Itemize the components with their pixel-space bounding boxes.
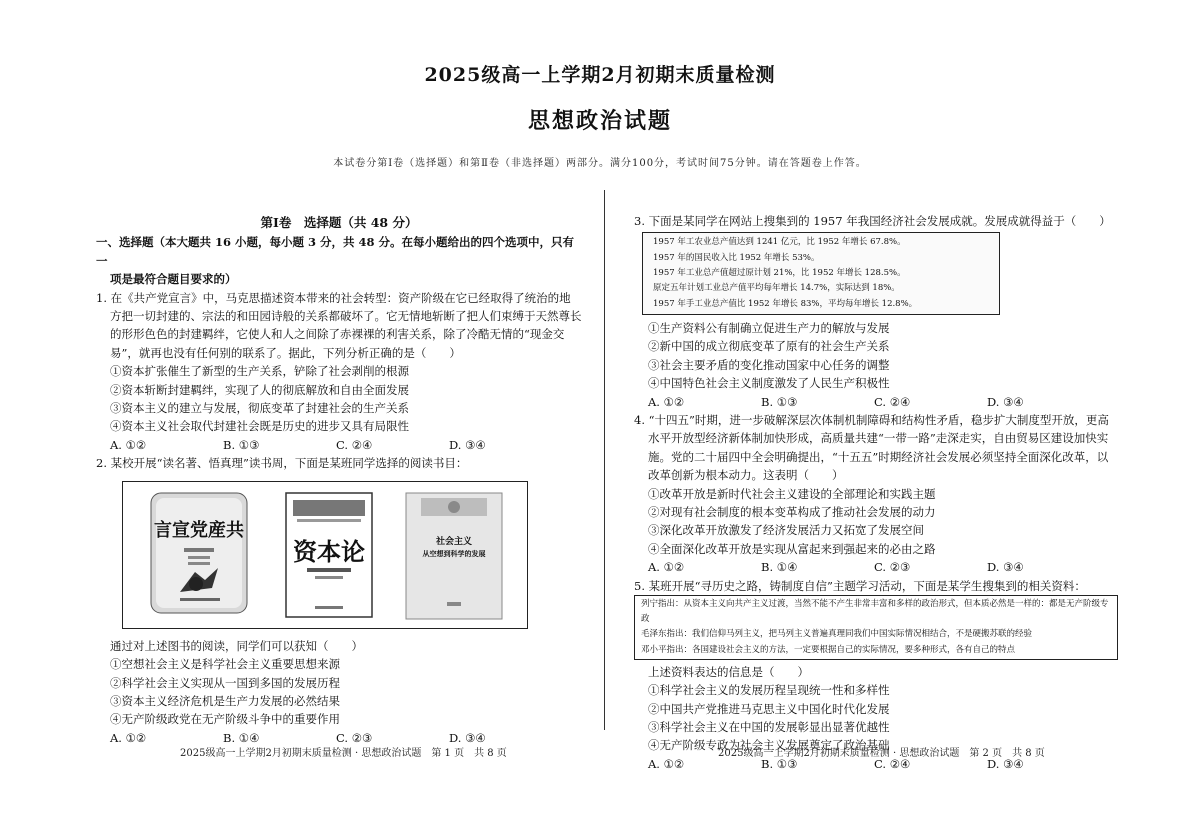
- choice-c: C. ②④: [336, 437, 373, 452]
- question-4-statement-4: ④全面深化改革开放是实现从富起来到强起来的必由之路: [648, 541, 936, 556]
- question-4-statement-2: ②对现有社会制度的根本变革构成了推动社会发展的动力: [648, 504, 936, 519]
- question-4-stem: 4. “十四五”时期，进一步破解深层次体制机制障碍和结构性矛盾，稳步扩大制度型开放，更高水平开放型经济新体制加快形成，高质量共建“一带一路”走深走实，自由贸易区建设加快实施。党的二十届四中全会明确提出，“十五五”时期经济社会发展必须坚持全面深化改革，以改革创新为根本动力。这表明（ ）: [634, 412, 1109, 483]
- question-5-statement-3: ③科学社会主义在中国的发展彰显出显著优越性: [648, 720, 890, 735]
- quote-lenin: 列宁指出：从资本主义向共产主义过渡，当然不能不产生非常丰富和多样的政治形式，但本质必然是一样的：都是无产阶级专政: [641, 598, 1109, 625]
- question-2: [96, 454, 582, 747]
- book3-title-line1: 社会主义: [435, 536, 473, 547]
- choice-c: C. ②③: [874, 560, 911, 575]
- choice-b: B. ①③: [223, 437, 260, 452]
- choice-d: D. ③④: [987, 560, 1024, 575]
- quote-deng: 邓小平指出：各国建设社会主义的方法，一定要根据自己的实际情况，要多种形式，各有自己的特点: [641, 644, 1016, 655]
- question-5-statement-2: ②中国共产党推进马克思主义中国化时代化发展: [648, 701, 890, 716]
- choice-d: D. ③④: [987, 394, 1024, 409]
- question-1-stem: 1. 在《共产党宣言》中，马克思描述资本带来的社会转型：资产阶级在它已经取得了统治的地方把一切封建的、宗法的和田园诗般的关系都破坏了。它无情地斩断了把人们束缚于天然尊长的形形色色的封建羁绊，它使人和人之间除了赤裸裸的利害关系，除了冷酷无情的“现金交易”，就再也没有任何别的联系了。据此，下列分析正确的是（ ）: [96, 290, 582, 360]
- question-4-statement-1: ①改革开放是新时代社会主义建设的全部理论和实践主题: [648, 486, 936, 501]
- question-1-statement-3: ③资本主义的建立与发展，彻底变革了封建社会的生产关系: [110, 401, 409, 416]
- question-3: [634, 212, 1118, 411]
- question-5-lead: 上述资料表达的信息是（ ）: [648, 664, 809, 679]
- choice-d: D. ③④: [449, 437, 486, 452]
- question-3-statement-4: ④中国特色社会主义制度激发了人民生产积极性: [648, 376, 890, 391]
- book1-title: 言宣党産共: [154, 519, 244, 541]
- choice-a: A. ①②: [110, 437, 147, 452]
- stat-line: 1957 年手工业总产值比 1952 年增长 83%，平均每年增长 12.8%。: [653, 298, 918, 309]
- question-2-statement-2: ②科学社会主义实现从一国到多国的发展历程: [110, 675, 340, 690]
- exam-subject: 思想政治试题: [527, 108, 672, 134]
- choice-b: B. ①④: [223, 730, 260, 745]
- question-4: [634, 411, 1118, 577]
- choice-a: A. ①②: [648, 560, 685, 575]
- left-column: [96, 214, 582, 747]
- exam-title: 2025级高一上学期2月初期末质量检测: [424, 64, 776, 86]
- question-2-statement-4: ④无产阶级政党在无产阶级斗争中的重要作用: [110, 712, 340, 727]
- book2-title: 资本论: [293, 536, 365, 566]
- question-5-quote-box: [634, 595, 1118, 660]
- stat-line: 1957 年工农业总产值达到 1241 亿元，比 1952 年增长 67.8%。: [653, 237, 906, 248]
- right-column: [634, 212, 1118, 773]
- question-2-lead: 通过对上述图书的阅读，同学们可以获知（ ）: [110, 638, 363, 653]
- question-2-statement-3: ③资本主义经济危机是生产力发展的必然结果: [110, 693, 340, 708]
- choice-d: D. ③④: [449, 730, 486, 745]
- page-footer-2: 2025级高一上学期2月初期末质量检测 · 思想政治试题 第 2 页 共 8 页: [718, 748, 1045, 759]
- question-1-statement-4: ④资本主义社会取代封建社会既是历史的进步又具有局限性: [110, 419, 409, 434]
- question-1-statement-2: ②资本斩断封建羁绊，实现了人的彻底解放和自由全面发展: [110, 382, 409, 397]
- question-5-stem: 5. 某班开展“寻历史之路，铸制度自信”主题学习活动，下面是某学生搜集到的相关资料：: [634, 578, 1086, 593]
- question-1-statement-1: ①资本扩张催生了新型的生产关系，铲除了社会剥削的根源: [110, 364, 409, 379]
- communist-manifesto-book-cover: [150, 492, 248, 614]
- das-kapital-book-cover: [285, 492, 373, 618]
- stat-line: 1957 年工业总产值超过原计划 21%，比 1952 年增长 128.5%。: [653, 268, 906, 278]
- choice-b: B. ①③: [761, 756, 798, 771]
- choice-c: C. ②④: [874, 756, 911, 771]
- question-1: [96, 289, 582, 455]
- stat-line: 1957 年的国民收入比 1952 年增长 53%。: [653, 252, 820, 263]
- stat-line: 原定五年计划工业总产值平均每年增长 14.7%，实际达到 18%。: [653, 283, 900, 294]
- question-3-data-box: [642, 232, 1000, 314]
- choice-c: C. ②④: [874, 394, 911, 409]
- question-3-statement-3: ③社会主要矛盾的变化推动国家中心任务的调整: [648, 357, 890, 372]
- section-title: 第Ⅰ卷 选择题（共 48 分）: [260, 215, 418, 230]
- choice-a: A. ①②: [648, 756, 685, 771]
- question-5-statement-1: ①科学社会主义的发展历程呈现统一性和多样性: [648, 683, 890, 698]
- question-4-statement-3: ③深化改革开放激发了经济发展活力又拓宽了发展空间: [648, 523, 924, 538]
- book3-title-line2: 从空想到科学的发展: [422, 548, 486, 558]
- question-2-stem: 2. 某校开展“读名著、悟真理”读书周，下面是某班同学选择的阅读书目：: [96, 456, 468, 471]
- question-3-stem: 3. 下面是某同学在网站上搜集到的 1957 年我国经济社会发展成就。发展成就得益于（ ）: [634, 214, 1111, 228]
- question-3-statement-1: ①生产资料公有制确立促进生产力的解放与发展: [648, 320, 890, 335]
- exam-instructions: 本试卷分第Ⅰ卷（选择题）和第Ⅱ卷（非选择题）两部分。满分100分，考试时间75分钟。请在答题卷上作答。: [333, 158, 867, 169]
- quote-mao: 毛泽东指出：我们信仰马列主义，把马列主义普遍真理同我们中国实际情况相结合，不是硬搬苏联的经验: [641, 629, 1033, 640]
- choice-a: A. ①②: [110, 730, 147, 745]
- question-4-choices: [634, 558, 1118, 576]
- socialism-utopian-scientific-book-cover: [405, 492, 503, 620]
- question-3-statement-2: ②新中国的成立彻底变革了原有的社会生产关系: [648, 339, 890, 354]
- choice-a: A. ①②: [648, 394, 685, 409]
- choice-b: B. ①③: [761, 394, 798, 409]
- question-5-statement-4: ④无产阶级专政为社会主义发展奠定了政治基础: [648, 738, 890, 753]
- question-2-statement-1: ①空想社会主义是科学社会主义重要思想来源: [110, 657, 340, 672]
- question-1-choices: [96, 436, 582, 454]
- section-instructions-line1: 一、选择题（本大题共 16 小题，每小题 3 分，共 48 分。在每小题给出的四个选项中，只有一: [96, 235, 575, 268]
- choice-c: C. ②③: [336, 730, 373, 745]
- section-instructions-line2: 项是最符合题目要求的）: [110, 272, 237, 287]
- choice-b: B. ①④: [761, 560, 798, 575]
- question-3-choices: [634, 393, 1118, 411]
- book-list-figure: [122, 481, 528, 629]
- column-divider: [604, 190, 605, 730]
- page-footer-1: 2025级高一上学期2月初期末质量检测 · 思想政治试题 第 1 页 共 8 页: [180, 748, 507, 759]
- choice-d: D. ③④: [987, 756, 1024, 771]
